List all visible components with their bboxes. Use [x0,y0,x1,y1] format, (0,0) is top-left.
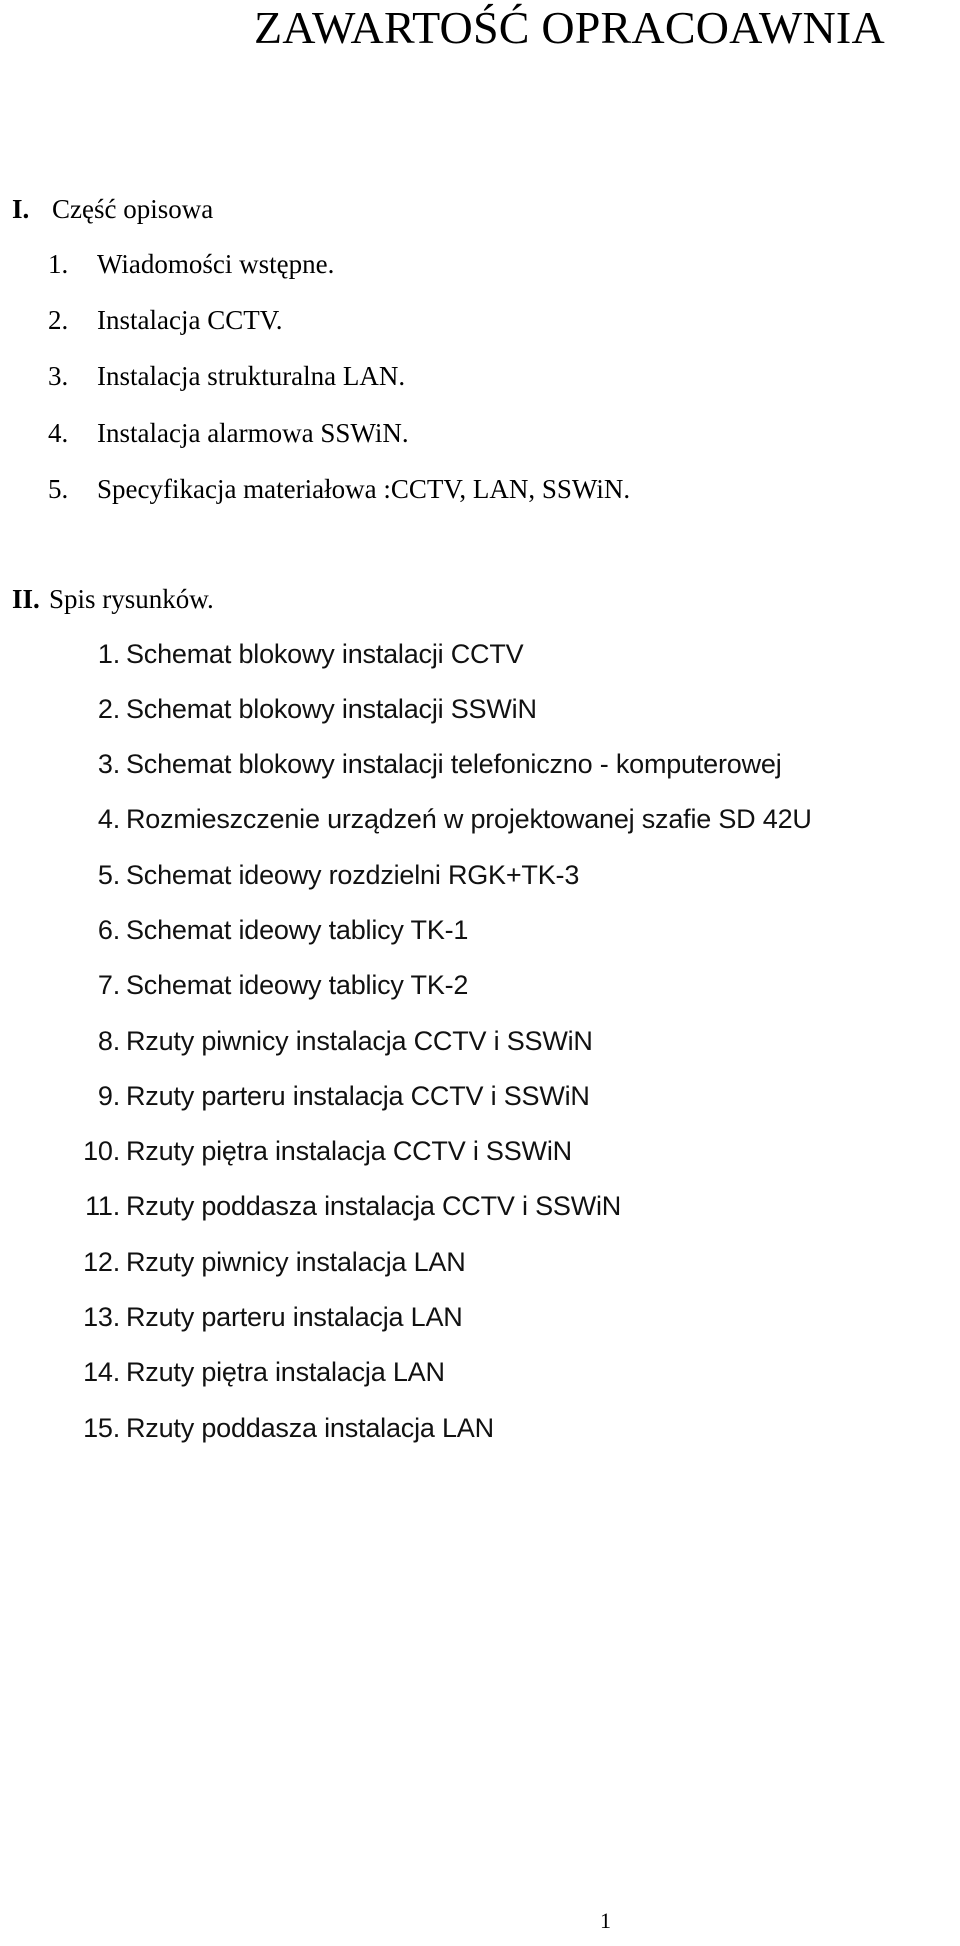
item-text: Rozmieszczenie urządzeń w projektowanej szafie SD 42U [126,804,812,834]
item-text: Schemat ideowy rozdzielni RGK+TK-3 [126,860,580,890]
item-text: Schemat ideowy tablicy TK-2 [126,970,469,1000]
item-number: 1. [48,249,69,279]
section-title: Spis rysunków. [49,584,214,614]
item-number: 14. [83,1357,120,1387]
item-text: Instalacja CCTV. [97,305,283,335]
item-number: 3. [97,749,120,779]
item-text: Wiadomości wstępne. [97,249,335,279]
item-text: Rzuty parteru instalacja CCTV i SSWiN [126,1081,590,1111]
item-number: 4. [97,804,120,834]
item-number: 2. [48,305,69,335]
item-text: Instalacja alarmowa SSWiN. [97,418,409,448]
page-title: ZAWARTOŚĆ OPRACOAWNIA [254,2,885,53]
item-number: 3. [48,361,69,391]
item-number: 6. [97,915,120,945]
section-heading-drawings [12,583,214,615]
item-text: Rzuty poddasza instalacja CCTV i SSWiN [126,1191,622,1221]
page-number: 1 [600,1908,611,1933]
item-number: 9. [97,1081,120,1111]
item-text: Rzuty piętra instalacja CCTV i SSWiN [126,1136,572,1166]
item-text: Rzuty piętra instalacja LAN [126,1357,445,1387]
item-number: 4. [48,418,69,448]
item-text: Instalacja strukturalna LAN. [97,361,406,391]
item-text: Rzuty poddasza instalacja LAN [126,1413,494,1443]
item-text: Schemat blokowy instalacji SSWiN [126,694,537,724]
item-number: 5. [97,860,120,890]
section-title: Część opisowa [52,194,214,224]
item-text: Specyfikacja materiałowa :CCTV, LAN, SSWiN. [97,474,631,504]
item-number: 2. [97,694,120,724]
item-number: 12. [83,1247,120,1277]
item-number: 5. [48,474,69,504]
item-number: 8. [97,1026,120,1056]
item-text: Rzuty piwnicy instalacja LAN [126,1247,466,1277]
item-number: 1. [97,639,120,669]
item-number: 13. [83,1302,120,1332]
item-text: Schemat blokowy instalacji CCTV [126,639,524,669]
item-number: 7. [97,970,120,1000]
section-heading-descriptive [12,193,213,225]
item-text: Schemat blokowy instalacji telefoniczno - komputerowej [126,749,782,779]
item-number: 11. [85,1191,120,1221]
item-text: Schemat ideowy tablicy TK-1 [126,915,469,945]
section-number: I. [12,194,30,224]
item-number: 15. [83,1413,120,1443]
item-text: Rzuty piwnicy instalacja CCTV i SSWiN [126,1026,593,1056]
item-text: Rzuty parteru instalacja LAN [126,1302,463,1332]
item-number: 10. [83,1136,120,1166]
section-number: II. [12,584,40,614]
